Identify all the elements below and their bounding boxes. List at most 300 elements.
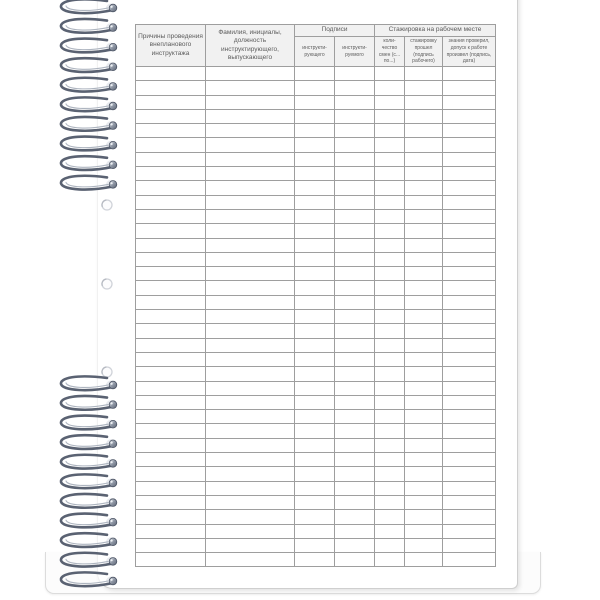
empty-cell (206, 481, 295, 495)
empty-cell (443, 367, 496, 381)
empty-cell (206, 395, 295, 409)
empty-cell (405, 438, 443, 452)
empty-cell (375, 524, 405, 538)
empty-cell (206, 295, 295, 309)
empty-cell (335, 310, 375, 324)
empty-cell (335, 195, 375, 209)
empty-cell (405, 424, 443, 438)
empty-cell (443, 224, 496, 238)
empty-cell (136, 67, 206, 81)
empty-cell (206, 138, 295, 152)
empty-cell (443, 181, 496, 195)
col-header-knowledge-checked: знания проверил, допуск к работе произвел (подпись, дата) (443, 37, 496, 67)
journal-page (97, 0, 518, 589)
empty-cell (375, 538, 405, 552)
table-row (136, 224, 496, 238)
empty-cell (443, 481, 496, 495)
empty-cell (295, 352, 335, 366)
empty-cell (405, 481, 443, 495)
spiral-loop (61, 514, 117, 528)
empty-cell (136, 367, 206, 381)
empty-cell (335, 167, 375, 181)
punched-hole (102, 367, 112, 377)
empty-cell (206, 124, 295, 138)
empty-cell (136, 324, 206, 338)
empty-cell (206, 410, 295, 424)
table-row (136, 67, 496, 81)
empty-cell (405, 524, 443, 538)
empty-cell (136, 81, 206, 95)
spiral-loop (61, 156, 117, 170)
empty-cell (405, 338, 443, 352)
empty-cell (375, 195, 405, 209)
empty-cell (206, 324, 295, 338)
empty-cell (443, 209, 496, 223)
empty-cell (295, 95, 335, 109)
empty-cell (443, 267, 496, 281)
spiral-loop (61, 416, 117, 430)
empty-cell (443, 252, 496, 266)
empty-cell (335, 410, 375, 424)
empty-cell (206, 224, 295, 238)
empty-cell (335, 338, 375, 352)
empty-cell (405, 138, 443, 152)
table-row (136, 524, 496, 538)
empty-cell (443, 467, 496, 481)
empty-cell (295, 238, 335, 252)
empty-cell (443, 95, 496, 109)
empty-cell (295, 81, 335, 95)
empty-cell (136, 224, 206, 238)
empty-cell (136, 281, 206, 295)
empty-cell (206, 81, 295, 95)
empty-cell (206, 281, 295, 295)
empty-cell (136, 124, 206, 138)
empty-cell (335, 352, 375, 366)
empty-cell (405, 67, 443, 81)
empty-cell (375, 495, 405, 509)
spiral-binding (0, 0, 140, 600)
empty-cell (295, 252, 335, 266)
empty-cell (136, 381, 206, 395)
empty-cell (443, 81, 496, 95)
empty-cell (405, 81, 443, 95)
empty-cell (136, 495, 206, 509)
empty-cell (405, 324, 443, 338)
empty-cell (206, 209, 295, 223)
empty-cell (375, 510, 405, 524)
empty-cell (335, 481, 375, 495)
empty-cell (375, 167, 405, 181)
empty-cell (375, 310, 405, 324)
col-group-signatures: Подписи (295, 25, 375, 37)
empty-cell (405, 124, 443, 138)
spiral-loop (61, 58, 117, 72)
col-header-shifts-count: коли-чество смен (с... по...) (375, 37, 405, 67)
empty-cell (443, 510, 496, 524)
empty-cell (375, 438, 405, 452)
empty-cell (375, 109, 405, 123)
empty-cell (405, 410, 443, 424)
empty-cell (443, 352, 496, 366)
empty-cell (443, 381, 496, 395)
table-row (136, 209, 496, 223)
col-header-signature-instructed: инструкти-руемого (335, 37, 375, 67)
empty-cell (295, 524, 335, 538)
empty-cell (375, 124, 405, 138)
empty-cell (206, 109, 295, 123)
empty-cell (405, 167, 443, 181)
empty-cell (136, 338, 206, 352)
table-row (136, 352, 496, 366)
spiral-loop (61, 455, 117, 469)
empty-cell (335, 152, 375, 166)
empty-cell (405, 367, 443, 381)
empty-cell (405, 395, 443, 409)
empty-cell (295, 424, 335, 438)
table-row (136, 281, 496, 295)
empty-cell (295, 138, 335, 152)
col-header-reasons: Причины проведения внепланового инструктажа (136, 25, 206, 67)
spiral-loop (61, 0, 117, 13)
empty-cell (335, 424, 375, 438)
empty-cell (136, 410, 206, 424)
table-row (136, 510, 496, 524)
instruction-log-table (135, 24, 496, 567)
empty-cell (405, 267, 443, 281)
empty-cell (136, 352, 206, 366)
empty-cell (295, 510, 335, 524)
empty-cell (136, 95, 206, 109)
empty-cell (295, 467, 335, 481)
empty-cell (335, 138, 375, 152)
empty-cell (335, 453, 375, 467)
empty-cell (295, 67, 335, 81)
empty-cell (405, 209, 443, 223)
empty-cell (295, 453, 335, 467)
empty-cell (405, 467, 443, 481)
empty-cell (136, 310, 206, 324)
empty-cell (206, 538, 295, 552)
empty-cell (136, 152, 206, 166)
empty-cell (136, 553, 206, 567)
table-row (136, 424, 496, 438)
empty-cell (443, 438, 496, 452)
empty-cell (335, 281, 375, 295)
empty-cell (206, 352, 295, 366)
empty-cell (206, 381, 295, 395)
spiral-loop (61, 396, 117, 410)
empty-cell (206, 267, 295, 281)
spiral-loop (61, 435, 117, 449)
empty-cell (405, 381, 443, 395)
table-row (136, 538, 496, 552)
empty-cell (335, 181, 375, 195)
empty-cell (443, 238, 496, 252)
table-row (136, 410, 496, 424)
empty-cell (405, 95, 443, 109)
empty-cell (136, 295, 206, 309)
empty-cell (335, 109, 375, 123)
empty-cell (206, 167, 295, 181)
empty-cell (443, 124, 496, 138)
table-row (136, 267, 496, 281)
empty-cell (335, 81, 375, 95)
empty-cell (443, 410, 496, 424)
empty-cell (375, 281, 405, 295)
empty-cell (295, 538, 335, 552)
table-row (136, 481, 496, 495)
empty-cell (335, 553, 375, 567)
empty-cell (136, 481, 206, 495)
empty-cell (295, 481, 335, 495)
spiral-loop (61, 533, 117, 547)
empty-cell (375, 252, 405, 266)
table-row (136, 181, 496, 195)
empty-cell (405, 252, 443, 266)
empty-cell (295, 495, 335, 509)
empty-cell (206, 438, 295, 452)
empty-cell (335, 124, 375, 138)
empty-cell (335, 95, 375, 109)
empty-cell (443, 424, 496, 438)
empty-cell (136, 438, 206, 452)
punched-hole (102, 200, 112, 210)
empty-cell (295, 267, 335, 281)
spiral-loop (61, 474, 117, 488)
spiral-loop (61, 572, 117, 586)
empty-cell (136, 138, 206, 152)
empty-cell (295, 295, 335, 309)
empty-cell (375, 267, 405, 281)
empty-cell (375, 553, 405, 567)
spiral-loop (61, 137, 117, 151)
empty-cell (295, 553, 335, 567)
empty-cell (206, 338, 295, 352)
empty-cell (206, 367, 295, 381)
empty-cell (136, 510, 206, 524)
spiral-loop (61, 117, 117, 131)
empty-cell (375, 81, 405, 95)
empty-cell (375, 238, 405, 252)
spiral-loop (61, 19, 117, 33)
empty-cell (206, 510, 295, 524)
empty-cell (443, 453, 496, 467)
empty-cell (136, 167, 206, 181)
col-header-instructor-name: Фамилия, инициалы, должность инструктирующего, выпускающего (206, 25, 295, 67)
table-row (136, 81, 496, 95)
empty-cell (136, 267, 206, 281)
empty-cell (443, 152, 496, 166)
col-header-signature-instructor: инструкти-рующего (295, 37, 335, 67)
empty-cell (405, 195, 443, 209)
empty-cell (206, 453, 295, 467)
table-row (136, 553, 496, 567)
empty-cell (136, 238, 206, 252)
empty-cell (295, 109, 335, 123)
empty-cell (405, 310, 443, 324)
empty-cell (335, 267, 375, 281)
table-row (136, 109, 496, 123)
empty-cell (405, 181, 443, 195)
empty-cell (335, 252, 375, 266)
empty-cell (295, 338, 335, 352)
table-row (136, 138, 496, 152)
table-header (136, 25, 496, 67)
empty-cell (295, 381, 335, 395)
empty-cell (375, 410, 405, 424)
empty-cell (136, 252, 206, 266)
empty-cell (375, 95, 405, 109)
empty-cell (206, 152, 295, 166)
table-row (136, 495, 496, 509)
empty-cell (206, 238, 295, 252)
table-row (136, 195, 496, 209)
empty-cell (443, 338, 496, 352)
empty-cell (443, 138, 496, 152)
empty-cell (295, 124, 335, 138)
empty-cell (136, 453, 206, 467)
spiral-loop (61, 494, 117, 508)
empty-cell (375, 467, 405, 481)
empty-cell (206, 524, 295, 538)
empty-cell (136, 467, 206, 481)
empty-cell (443, 109, 496, 123)
empty-cell (335, 510, 375, 524)
spiral-loop (61, 176, 117, 190)
empty-cell (206, 310, 295, 324)
empty-cell (335, 395, 375, 409)
table-row (136, 381, 496, 395)
empty-cell (206, 95, 295, 109)
table-row (136, 124, 496, 138)
empty-cell (405, 295, 443, 309)
empty-cell (405, 538, 443, 552)
empty-cell (206, 495, 295, 509)
empty-cell (405, 109, 443, 123)
empty-cell (443, 167, 496, 181)
empty-cell (375, 352, 405, 366)
empty-cell (295, 152, 335, 166)
empty-cell (335, 295, 375, 309)
empty-cell (375, 138, 405, 152)
empty-cell (335, 209, 375, 223)
empty-cell (335, 467, 375, 481)
empty-cell (295, 395, 335, 409)
table-row (136, 252, 496, 266)
spiral-loop (61, 376, 117, 390)
empty-cell (335, 495, 375, 509)
empty-cell (136, 195, 206, 209)
table-row (136, 367, 496, 381)
empty-cell (443, 67, 496, 81)
empty-cell (405, 152, 443, 166)
empty-cell (443, 281, 496, 295)
empty-cell (206, 181, 295, 195)
empty-cell (295, 209, 335, 223)
table-row (136, 295, 496, 309)
empty-cell (375, 67, 405, 81)
table-row (136, 95, 496, 109)
empty-cell (295, 310, 335, 324)
table-row (136, 395, 496, 409)
table-body (136, 67, 496, 567)
empty-cell (206, 67, 295, 81)
empty-cell (375, 338, 405, 352)
empty-cell (443, 495, 496, 509)
empty-cell (136, 181, 206, 195)
empty-cell (405, 453, 443, 467)
empty-cell (375, 481, 405, 495)
empty-cell (375, 424, 405, 438)
spiral-loop (61, 97, 117, 111)
empty-cell (405, 553, 443, 567)
empty-cell (136, 395, 206, 409)
empty-cell (136, 424, 206, 438)
empty-cell (375, 224, 405, 238)
empty-cell (335, 524, 375, 538)
table-row (136, 152, 496, 166)
empty-cell (206, 467, 295, 481)
table-row (136, 338, 496, 352)
empty-cell (405, 238, 443, 252)
empty-cell (335, 224, 375, 238)
table-row (136, 238, 496, 252)
empty-cell (375, 295, 405, 309)
empty-cell (375, 181, 405, 195)
empty-cell (443, 195, 496, 209)
empty-cell (206, 553, 295, 567)
empty-cell (136, 209, 206, 223)
empty-cell (295, 195, 335, 209)
empty-cell (206, 252, 295, 266)
empty-cell (443, 553, 496, 567)
empty-cell (443, 324, 496, 338)
spiral-loop (61, 553, 117, 567)
empty-cell (405, 495, 443, 509)
col-header-internship-passed: стажировку прошел (подпись рабочего) (405, 37, 443, 67)
empty-cell (206, 424, 295, 438)
empty-cell (335, 438, 375, 452)
empty-cell (405, 281, 443, 295)
col-group-internship: Стажировка на рабочем месте (375, 25, 496, 37)
empty-cell (295, 324, 335, 338)
empty-cell (335, 367, 375, 381)
spiral-loop (61, 78, 117, 92)
table-row (136, 453, 496, 467)
table-row (136, 324, 496, 338)
empty-cell (335, 67, 375, 81)
empty-cell (405, 510, 443, 524)
empty-cell (295, 367, 335, 381)
spiral-loop (61, 39, 117, 53)
empty-cell (295, 181, 335, 195)
empty-cell (405, 224, 443, 238)
empty-cell (443, 310, 496, 324)
table-row (136, 467, 496, 481)
empty-cell (375, 381, 405, 395)
table-row (136, 167, 496, 181)
empty-cell (295, 438, 335, 452)
empty-cell (443, 395, 496, 409)
empty-cell (375, 324, 405, 338)
empty-cell (443, 524, 496, 538)
empty-cell (136, 524, 206, 538)
empty-cell (295, 167, 335, 181)
empty-cell (335, 324, 375, 338)
punched-hole (102, 279, 112, 289)
table-row (136, 310, 496, 324)
